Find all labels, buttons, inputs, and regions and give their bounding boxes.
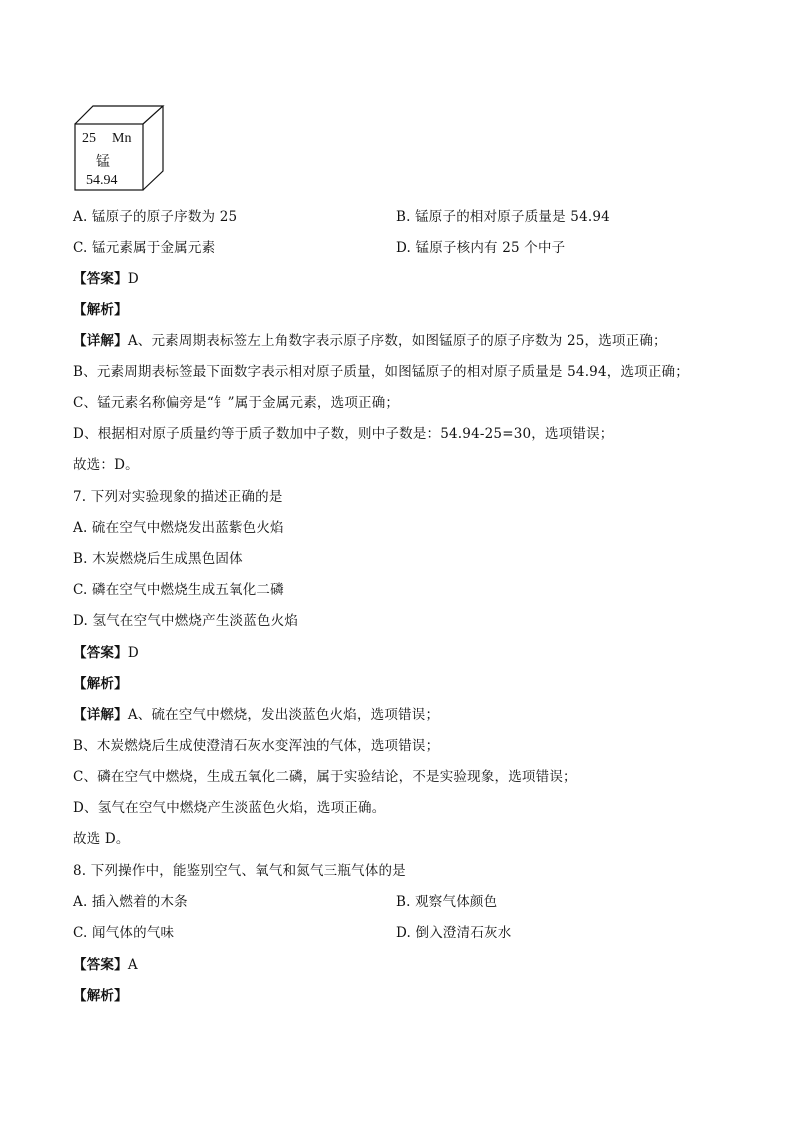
q6-detail-b: B、元素周期表标签最下面数字表示相对原子质量，如图锰原子的相对原子质量是 54.94，选项正确；	[73, 364, 689, 380]
atomic-mass: 54.94	[86, 173, 118, 188]
answer-label: 【答案】	[73, 957, 128, 973]
q7-detail-a: 【详解】A、硫在空气中燃烧，发出淡蓝色火焰，选项错误；	[73, 707, 440, 723]
q7-conclusion: 故选 D。	[73, 831, 130, 847]
q6-answer	[73, 269, 139, 289]
q6-option-b: B. 锰原子的相对原子质量是 54.94	[396, 209, 610, 225]
answer-label: 【答案】	[73, 645, 128, 661]
q7-option-b: B. 木炭燃烧后生成黑色固体	[73, 551, 243, 567]
q7-stem: 7. 下列对实验现象的描述正确的是	[73, 489, 283, 505]
q7-answer	[73, 643, 139, 663]
q8-answer	[73, 955, 138, 975]
q7-option-c: C. 磷在空气中燃烧生成五氧化二磷	[73, 582, 284, 598]
element-symbol: Mn	[112, 131, 132, 146]
q6-detail-c: C、锰元素名称偏旁是“钅”属于金属元素，选项正确；	[73, 395, 400, 411]
element-name: 锰	[96, 155, 110, 170]
q8-option-d: D. 倒入澄清石灰水	[396, 925, 512, 941]
q8-analysis-label: 【解析】	[73, 988, 128, 1004]
answer-value: A	[127, 957, 138, 973]
q6-analysis-label: 【解析】	[73, 302, 128, 318]
q7-detail-b: B、木炭燃烧后生成使澄清石灰水变浑浊的气体，选项错误；	[73, 738, 440, 754]
q6-detail-a-text: A、元素周期表标签左上角数字表示原子序数，如图锰原子的原子序数为 25，选项正确；	[127, 333, 667, 349]
q7-option-a: A. 硫在空气中燃烧发出蓝紫色火焰	[73, 520, 284, 536]
q7-detail-a-text: A、硫在空气中燃烧，发出淡蓝色火焰，选项错误；	[127, 707, 440, 723]
q7-analysis-label: 【解析】	[73, 676, 128, 692]
q8-option-a: A. 插入燃着的木条	[73, 894, 188, 910]
q6-option-d: D. 锰原子核内有 25 个中子	[396, 240, 566, 256]
q6-conclusion: 故选：D。	[73, 457, 139, 473]
q6-option-a: A. 锰原子的原子序数为 25	[73, 209, 238, 225]
atomic-number: 25	[82, 131, 96, 146]
answer-value: D	[127, 271, 139, 287]
q7-detail-c: C、磷在空气中燃烧，生成五氧化二磷，属于实验结论，不是实验现象，选项错误；	[73, 769, 577, 785]
q7-detail-d: D、氢气在空气中燃烧产生淡蓝色火焰，选项正确。	[73, 800, 386, 816]
q6-option-c: C. 锰元素属于金属元素	[73, 240, 216, 256]
q6-detail-a: 【详解】A、元素周期表标签左上角数字表示原子序数，如图锰原子的原子序数为 25，选项正确；	[73, 333, 667, 349]
q6-detail-d: D、根据相对原子质量约等于质子数加中子数，则中子数是：54.94-25=30，选项错误；	[73, 426, 614, 442]
q8-stem: 8. 下列操作中，能鉴别空气、氧气和氮气三瓶气体的是	[73, 863, 406, 879]
q7-option-d: D. 氢气在空气中燃烧产生淡蓝色火焰	[73, 613, 299, 629]
q8-option-c: C. 闻气体的气味	[73, 925, 175, 941]
q8-option-b: B. 观察气体颜色	[396, 894, 498, 910]
answer-label: 【答案】	[73, 271, 128, 287]
element-card	[74, 104, 166, 192]
answer-value: D	[127, 645, 139, 661]
